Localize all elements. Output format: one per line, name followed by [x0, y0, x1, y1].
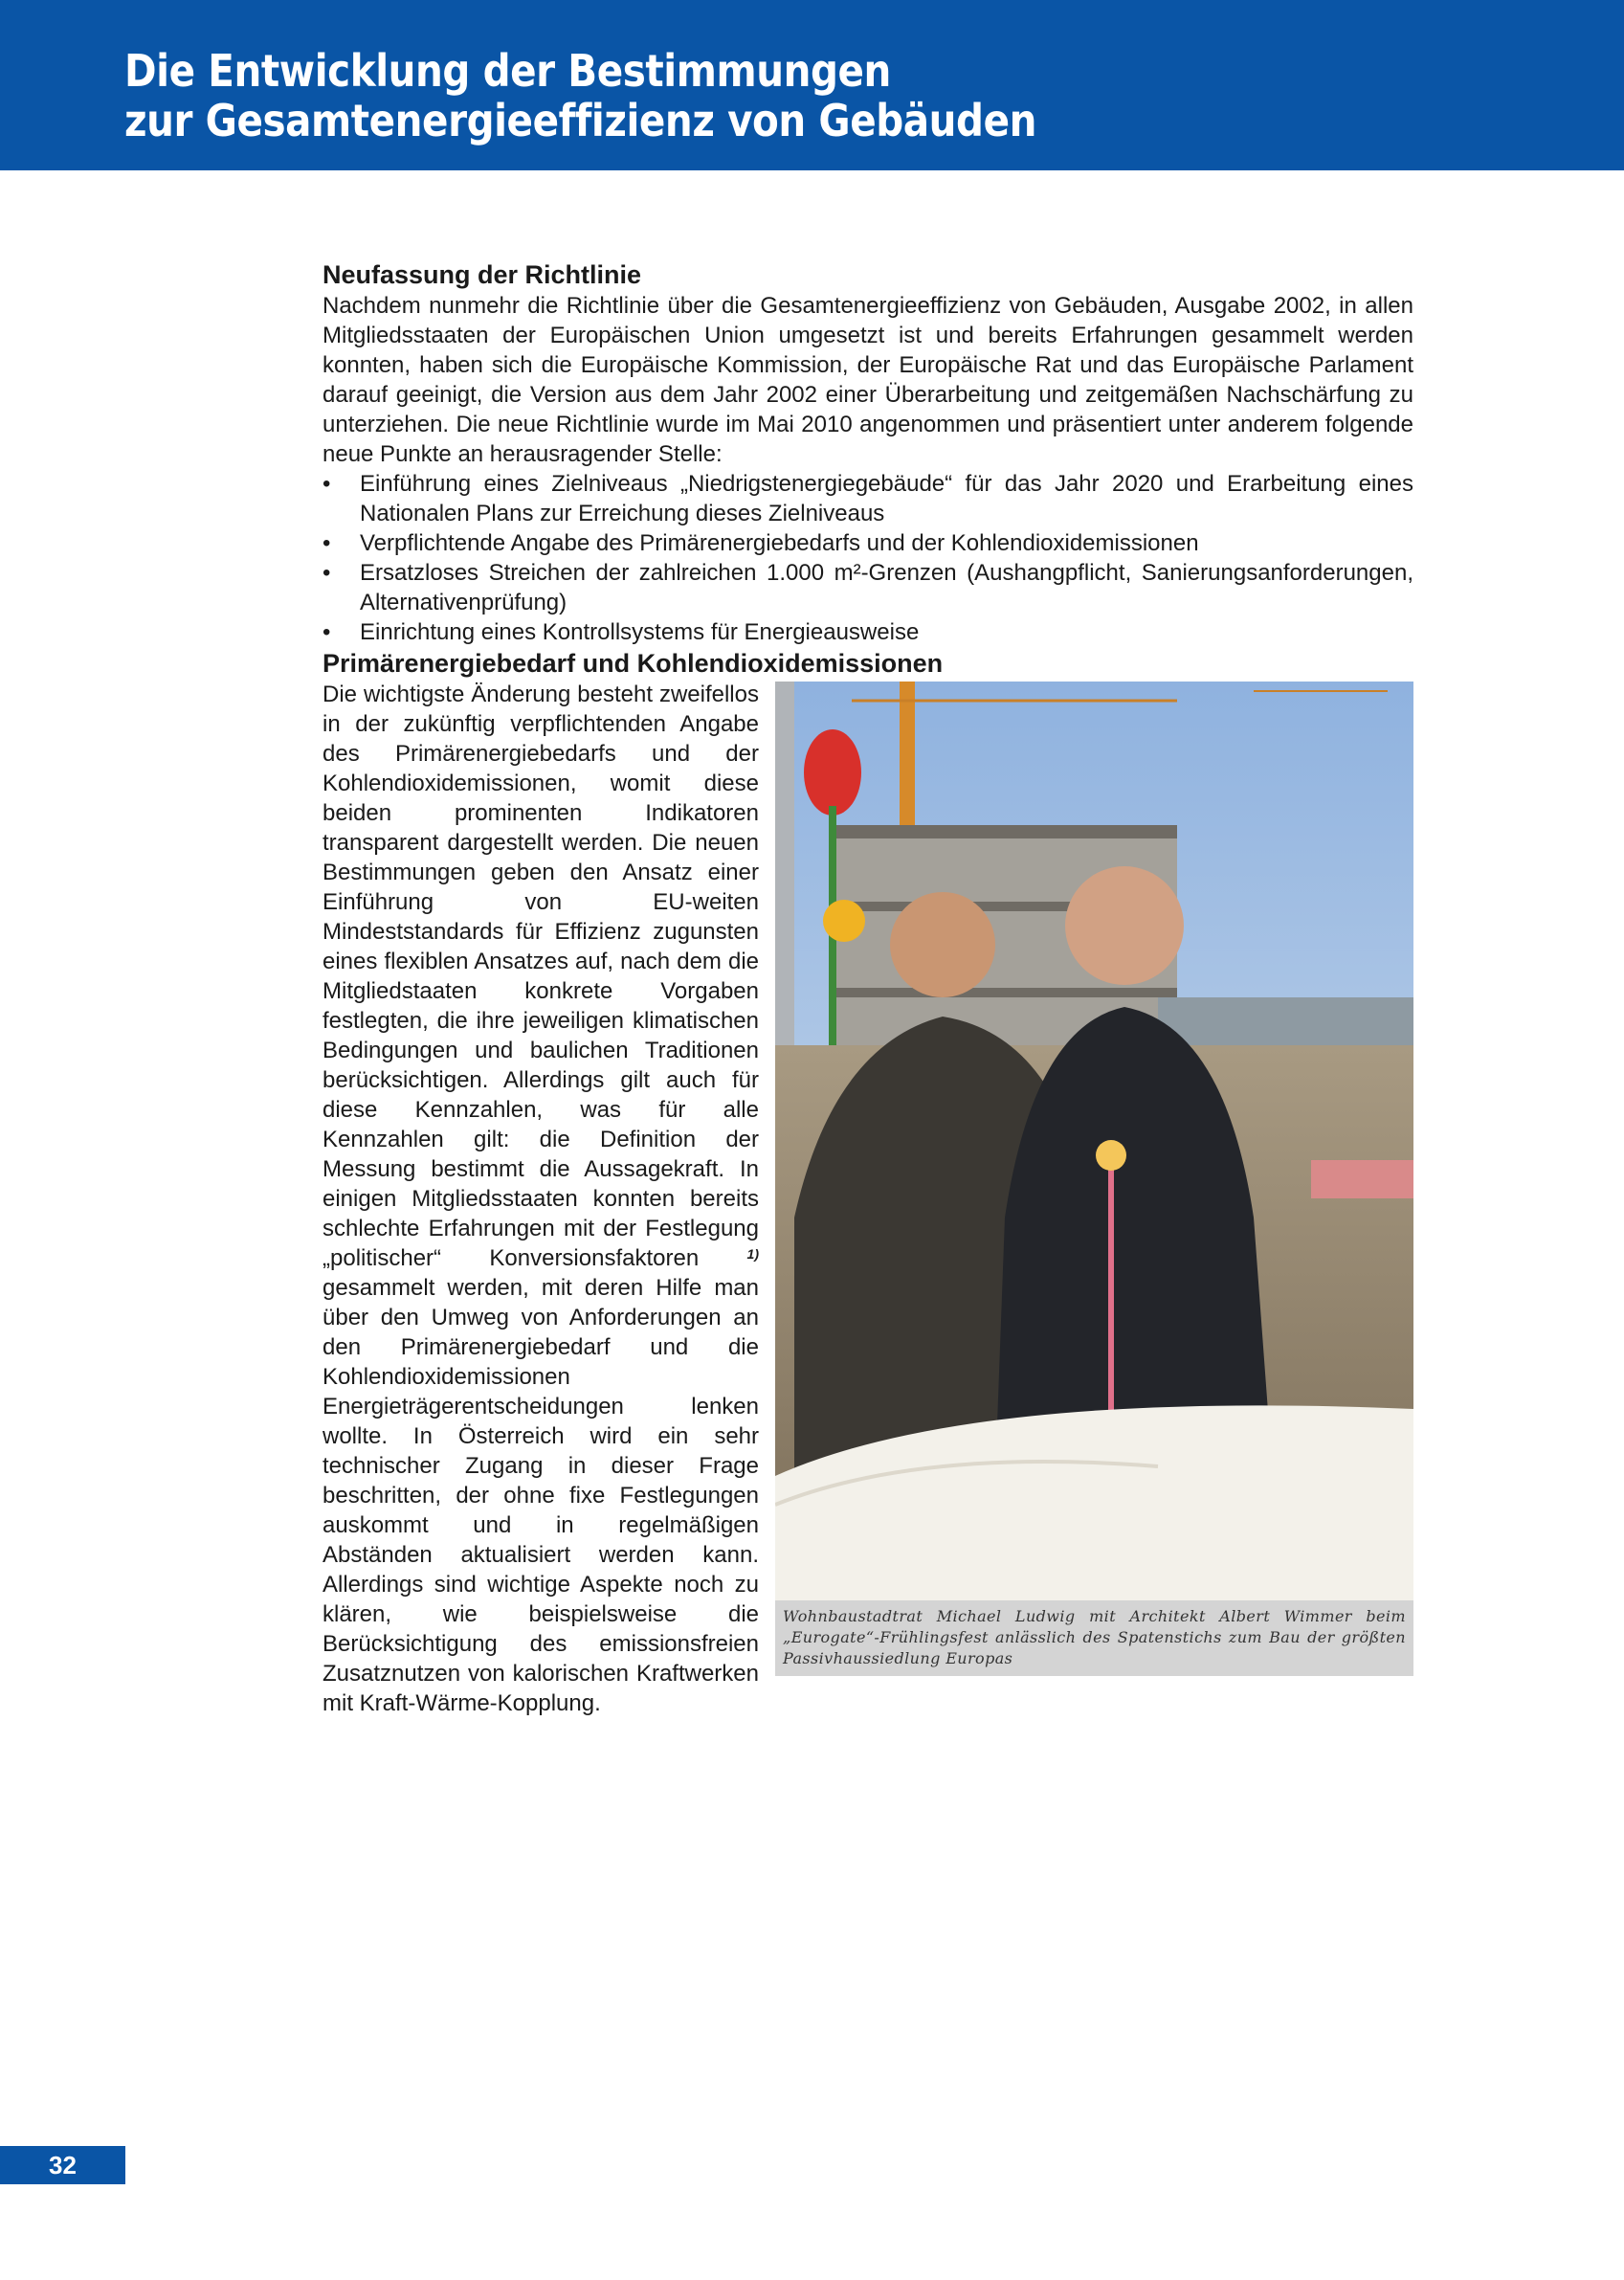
list-item-text: Verpflichtende Angabe des Primärenergiebedarfs und der Kohlendioxidemissionen	[360, 530, 1199, 556]
list-item-text: Einrichtung eines Kontrollsystems für Energieausweise	[360, 619, 920, 645]
page-number: 32	[0, 2146, 125, 2184]
photo-figure	[775, 682, 1413, 1676]
bullet-icon: •	[323, 530, 331, 556]
body-text-part2: gesammelt werden, mit deren Hilfe man über den Umweg von Anforderungen an den Primärenergiebedarf und die Kohlendioxidemissionen Energieträgerentscheidungen lenken wollte. In Österreich wird ein sehr technischer Zugang in dieser Frage beschritten, der ohne fixe Festlegungen auskommt und in regelmäßigen Abständen aktualisiert werden kann. Allerdings sind wichtige Aspekte noch zu klären, wie beispielsweise die Berücksichtigung des emissionsfreien Zusatznutzen von kalorischen Kraftwerken mit Kraft-Wärme-Kopplung.	[323, 1275, 759, 1716]
page-title	[124, 46, 1036, 145]
bullet-icon: •	[323, 560, 331, 586]
photo-illustration	[775, 682, 1413, 1600]
list-item-text: Einführung eines Zielniveaus „Niedrigstenergiegebäude“ für das Jahr 2020 und Erarbeitung eines Nationalen Plans zur Erreichung dieses Zielniveaus	[360, 471, 1413, 526]
list-item	[323, 469, 1413, 528]
section-body-richtlinie: Nachdem nunmehr die Richtlinie über die Gesamtenergieeffizienz von Gebäuden, Ausgabe 2002, in allen Mitgliedsstaaten der Europäischen Union umgesetzt ist und bereits Erfahrungen gesammelt werden konnten, haben sich die Europäische Kommission, der Europäische Rat und das Europäische Parlament darauf geeinigt, die Version aus dem Jahr 2002 einer Überarbeitung und zeitgemäßen Nachschärfung zu unterziehen. Die neue Richtlinie wurde im Mai 2010 angenommen und präsentiert unter anderem folgende neue Punkte an herausragender Stelle:	[323, 293, 1413, 467]
list-item	[323, 558, 1413, 617]
photo	[775, 682, 1413, 1600]
section-two-column	[323, 680, 1413, 1716]
list-item	[323, 528, 1413, 558]
list-item-text: Ersatzloses Streichen der zahlreichen 1.000 m²-Grenzen (Aushangpflicht, Sanierungsanforderungen, Alternativenprüfung)	[360, 560, 1413, 615]
section-heading-primaerenergie: Primärenergiebedarf und Kohlendioxidemissionen	[323, 649, 944, 678]
bullet-list	[323, 469, 1413, 647]
section-body-primaerenergie	[323, 680, 759, 1718]
page-title-line1: Die Entwicklung der Bestimmungen	[124, 45, 891, 97]
header-band	[0, 0, 1624, 170]
list-item	[323, 617, 1413, 647]
footnote-marker: 1)	[746, 1246, 759, 1262]
page-title-line2: zur Gesamtenergieeffizienz von Gebäuden	[124, 95, 1036, 146]
body-text-part1: Die wichtigste Änderung besteht zweifellos in der zukünftig verpflichtenden Angabe des Primärenergiebedarfs und der Kohlendioxidemissionen, womit diese beiden prominenten Indikatoren transparent dargestellt werden. Die neuen Bestimmungen geben den Ansatz einer Einführung von EU-weiten Mindeststandards für Effizienz zugunsten eines flexiblen Ansatzes auf, nach dem die Mitgliedstaaten konkrete Vorgaben festlegten, die ihre jeweiligen klimatischen Bedingungen und baulichen Traditionen berücksichtigen. Allerdings gilt auch für diese Kennzahlen, was für alle Kennzahlen gilt: die Definition der Messung bestimmt die Aussagekraft. In einigen Mitgliedsstaaten konnten bereits schlechte Erfahrungen mit der Festlegung „politischer“ Konversionsfaktoren	[323, 682, 759, 1271]
main-content	[323, 258, 1413, 1716]
section-heading-richtlinie: Neufassung der Richtlinie	[323, 260, 642, 289]
bullet-icon: •	[323, 619, 331, 645]
photo-caption: Wohnbaustadtrat Michael Ludwig mit Architekt Albert Wimmer beim „Eurogate“-Frühlingsfest anlässlich des Spatenstichs zum Bau der größten Passivhaussiedlung Europas	[775, 1600, 1413, 1676]
bullet-icon: •	[323, 471, 331, 497]
